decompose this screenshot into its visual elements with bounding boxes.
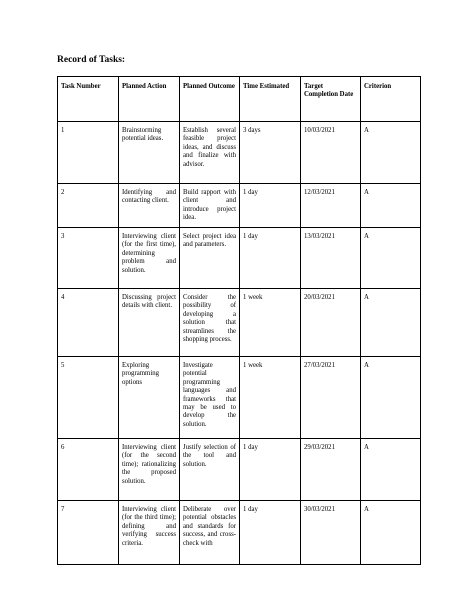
cell-time-estimated: 1 day [240,501,301,565]
cell-time-estimated: 1 day [240,439,301,501]
cell-task-number: 7 [58,501,119,565]
cell-planned-action: Interviewing client (for the first time), determining problem and solution. [119,228,180,289]
cell-criterion: A [361,289,421,357]
cell-task-number: 6 [58,439,119,501]
tasks-table [57,76,421,565]
cell-task-number: 5 [58,357,119,439]
table-row [58,501,421,565]
cell-planned-action: Discussing project details with client. [119,289,180,357]
table-header-row [58,77,421,122]
cell-criterion: A [361,501,421,565]
cell-time-estimated: 3 days [240,122,301,184]
cell-planned-outcome: Deliberate over potential obstacles and standards for success, and cross-check with [180,501,240,565]
header-target-completion-date: Target Completion Date [301,77,361,122]
header-criterion: Criterion [361,77,421,122]
header-task-number: Task Number [58,77,119,122]
cell-task-number: 3 [58,228,119,289]
cell-target-date: 30/03/2021 [301,501,361,565]
cell-target-date: 12/03/2021 [301,184,361,228]
table-row [58,228,421,289]
cell-planned-outcome: Establish several feasible project ideas, and discuss and finalize with advisor. [180,122,240,184]
cell-task-number: 2 [58,184,119,228]
table-row [58,357,421,439]
header-planned-outcome: Planned Outcome [180,77,240,122]
cell-target-date: 13/03/2021 [301,228,361,289]
cell-criterion: A [361,184,421,228]
cell-target-date: 27/03/2021 [301,357,361,439]
cell-criterion: A [361,122,421,184]
cell-planned-action: Brainstorming potential ideas. [119,122,180,184]
cell-target-date: 20/03/2021 [301,289,361,357]
table-row [58,184,421,228]
header-planned-action: Planned Action [119,77,180,122]
cell-criterion: A [361,357,421,439]
cell-target-date: 29/03/2021 [301,439,361,501]
cell-criterion: A [361,439,421,501]
cell-task-number: 4 [58,289,119,357]
cell-target-date: 10/03/2021 [301,122,361,184]
cell-time-estimated: 1 week [240,289,301,357]
page-title: Record of Tasks: [57,55,126,65]
cell-planned-outcome: Consider the possibility of developing a solution that streamlines the shopping process. [180,289,240,357]
table-row [58,439,421,501]
cell-time-estimated: 1 day [240,228,301,289]
cell-criterion: A [361,228,421,289]
cell-time-estimated: 1 week [240,357,301,439]
cell-planned-outcome: Build rapport with client and introduce project idea. [180,184,240,228]
cell-planned-action: Identifying and contacting client. [119,184,180,228]
cell-planned-outcome: Justify selection of the tool and solution. [180,439,240,501]
cell-time-estimated: 1 day [240,184,301,228]
cell-planned-action: Interviewing client (for the third time); defining and verifying success criteria. [119,501,180,565]
table-row [58,122,421,184]
cell-planned-action: Interviewing client (for the second time); rationalizing the proposed solution. [119,439,180,501]
cell-planned-outcome: Select project idea and parameters. [180,228,240,289]
cell-planned-action: Exploring programming options [119,357,180,439]
cell-planned-outcome: Investigate potential programming languages and frameworks that may be used to develop the solution. [180,357,240,439]
table-row [58,289,421,357]
header-time-estimated: Time Estimated [240,77,301,122]
cell-task-number: 1 [58,122,119,184]
